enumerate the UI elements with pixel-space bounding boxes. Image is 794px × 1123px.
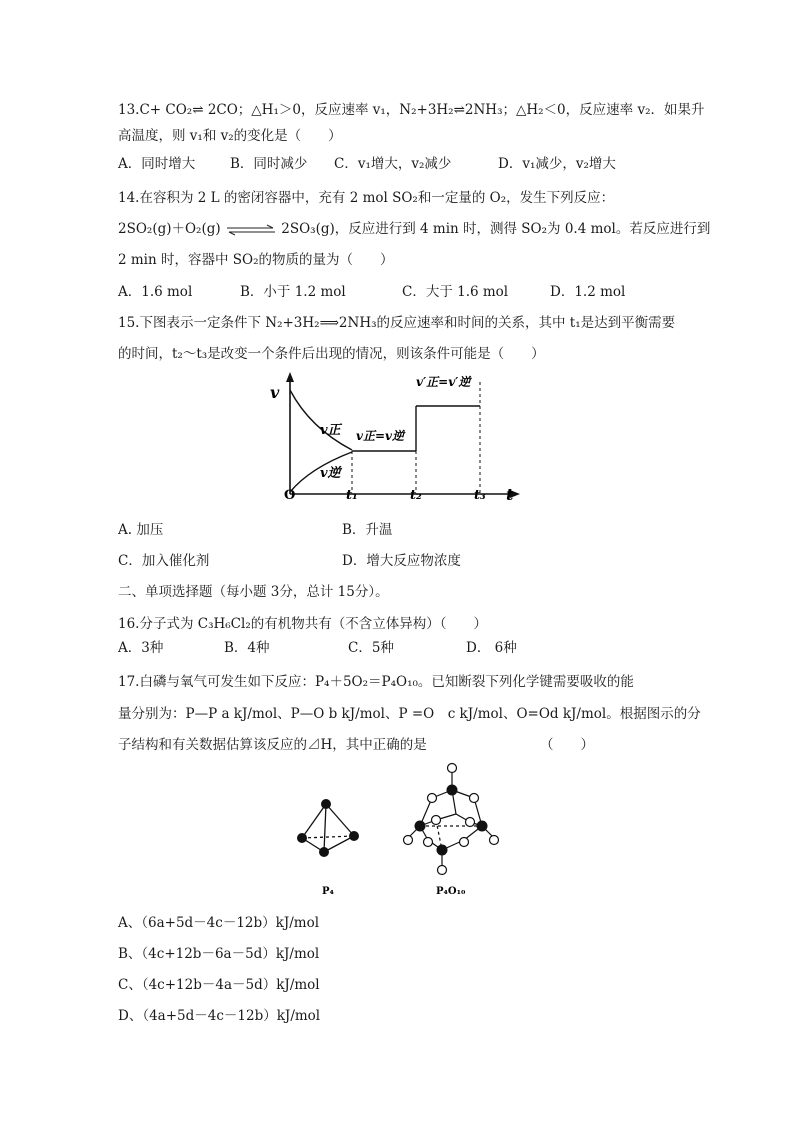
- q15-option-c: C．加入催化剂: [118, 553, 210, 569]
- o-atom-icon: [438, 866, 447, 875]
- o-atom-icon: [448, 764, 457, 773]
- o-atom-icon: [470, 794, 479, 803]
- q15-stem-line1: 15.下图表示一定条件下 N₂+3H₂⟹2NH₃的反应速率和时间的关系，其中 t₁是达到平衡需要: [118, 315, 676, 331]
- o-atom-icon: [424, 838, 433, 847]
- p-atom-icon: [477, 821, 488, 832]
- q16-stem: 16.分子式为 C₃H₆Cl₂的有机物共有（不含立体异构）（ ）: [118, 616, 487, 632]
- v-equal-label: v正=v逆: [356, 429, 405, 443]
- q14-option-b: B．小于 1.2 mol: [240, 284, 346, 300]
- q17-option-a: A、（6a+5d－4c－12b）kJ/mol: [118, 915, 320, 931]
- q14-reactants: 2SO₂(g)＋O₂(g): [118, 221, 221, 237]
- o-atom-icon: [432, 816, 441, 825]
- t1-label: t₁: [346, 488, 358, 503]
- o-atom-icon: [466, 818, 475, 827]
- q13-stem-line1: 13.C+ CO₂⇌ 2CO；△H₁＞0，反应速率 v₁，N₂+3H₂⇌2NH₃；△H₂＜0，反应速率 v₂．如果升: [118, 102, 705, 118]
- v-prime-equal-label: v′正=v′逆: [416, 375, 471, 389]
- q17-stem-line1: 17.白磷与氧气可发生如下反应：P₄＋5O₂＝P₄O₁₀。已知断裂下列化学键需要吸收的能: [118, 674, 634, 690]
- q13-option-c: C．v₁增大，v₂减少: [334, 156, 452, 172]
- p4o10-molecule: [380, 760, 520, 900]
- p-atom-icon: [447, 785, 458, 796]
- q14-stem-line3: 2 min 时，容器中 SO₂的物质的量为（ ）: [118, 252, 394, 268]
- q14-option-d: D．1.2 mol: [550, 284, 626, 300]
- q15-stem-line2: 的时间，t₂～t₃是改变一个条件后出现的情况，则该条件可能是（ ）: [118, 346, 545, 362]
- p4o10-label: P₄O₁₀: [436, 886, 466, 897]
- o-atom-icon: [404, 836, 413, 845]
- q14-option-c: C．大于 1.6 mol: [402, 284, 509, 300]
- q16-option-d: D． 6种: [466, 640, 517, 656]
- q13-option-a: A．同时增大: [118, 156, 196, 172]
- t3-label: t₃: [474, 488, 486, 503]
- origin-label: O: [284, 488, 296, 503]
- q17-stem-line3: 子结构和有关数据估算该反应的⊿H，其中正确的是: [118, 737, 427, 753]
- p-atom-icon: [321, 799, 331, 809]
- q13-option-d: D．v₁减少，v₂增大: [498, 156, 616, 172]
- q17-stem-line2: 量分别为：P—P a kJ/mol、P—O b kJ/mol、P =O c kJ/mol、O=Od kJ/mol。根据图示的分: [118, 706, 701, 722]
- y-axis-arrow-icon: [286, 372, 294, 382]
- t2-label: t₂: [410, 488, 422, 503]
- o-atom-icon: [428, 794, 437, 803]
- q15-option-a: A. 加压: [118, 522, 164, 538]
- q15-option-d: D．增大反应物浓度: [342, 553, 461, 569]
- v-forward-label: v正: [320, 423, 341, 438]
- q13-option-b: B．同时减少: [230, 156, 308, 172]
- q16-option-c: C．5种: [348, 640, 394, 656]
- q17-answer-paren: （ ）: [540, 737, 594, 753]
- q17-option-c: C、（4c+12b－4a－5d）kJ/mol: [118, 977, 320, 993]
- x-axis-label: t: [506, 485, 514, 504]
- p-atom-icon: [349, 831, 359, 841]
- q14-stem-line1: 14.在容积为 2 L 的密闭容器中，充有 2 mol SO₂和一定量的 O₂，发生下列反应：: [118, 190, 615, 206]
- q17-option-b: B、（4c+12b－6a－5d）kJ/mol: [118, 946, 320, 962]
- q14-stem-line2: [118, 217, 710, 237]
- p4-label: P₄: [322, 886, 334, 897]
- q17-option-d: D、（4a+5d－4c－12b）kJ/mol: [118, 1008, 321, 1024]
- o-atom-icon: [460, 838, 469, 847]
- o-atom-icon: [490, 836, 499, 845]
- q16-option-a: A．3种: [118, 640, 164, 656]
- q14-option-a: A．1.6 mol: [118, 284, 193, 300]
- p-atom-icon: [415, 821, 426, 832]
- q14-products: 2SO₃(g)，反应进行到 4 min 时，测得 SO₂为 0.4 mol。若反应进行到: [281, 221, 711, 237]
- p4-molecule: [290, 790, 370, 900]
- v-reverse-label: v逆: [320, 466, 341, 481]
- p-atom-icon: [319, 847, 329, 857]
- q15-option-b: B．升温: [342, 522, 393, 538]
- q13-stem-line2: 高温度，则 v₁和 v₂的变化是（ ）: [118, 128, 342, 144]
- p-atom-icon: [437, 845, 448, 856]
- section-2-header: 二、单项选择题（每小题 3分，总计 15分）。: [118, 584, 389, 600]
- rate-time-graph: [262, 368, 532, 508]
- equilibrium-arrow-icon: [225, 224, 277, 236]
- q16-option-b: B．4种: [224, 640, 270, 656]
- v-forward-curve: [290, 390, 352, 450]
- p-atom-icon: [297, 833, 307, 843]
- y-axis-label: v: [270, 383, 280, 402]
